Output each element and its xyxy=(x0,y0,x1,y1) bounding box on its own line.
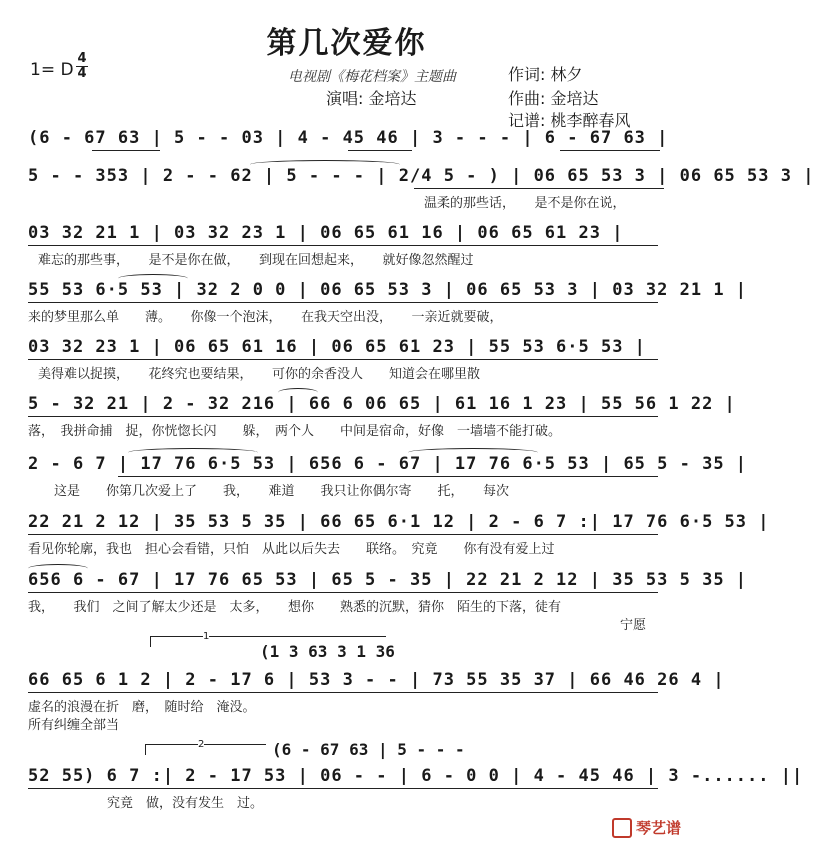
transcriber: 记谱: 桃李醉春风 xyxy=(508,111,631,130)
lyric-line-2: 所有纠缠全部当 xyxy=(28,718,120,733)
lyric-line: 我， 我们 之间了解太少还是 太多， 想你 熟悉的沉默，猜你 陌生的下落，徒有 xyxy=(28,600,562,615)
notation-line: 5 - 32 21 | 2 - 32 216 | 66 6 06 65 | 61 16 1 23 | 55 56 1 22 | xyxy=(28,394,736,414)
time-signature xyxy=(76,52,88,81)
watermark: 琴艺谱 xyxy=(612,817,681,839)
lyric-line: 落， 我拼命捕 捉，你恍惚长闪 躲， 两个人 中间是宿命，好像 一墙墙不能打破。 xyxy=(28,424,562,439)
notation-line: 2 - 6 7 | 17 76 6·5 53 | 656 6 - 67 | 17 76 6·5 53 | 65 5 - 35 | xyxy=(28,454,748,474)
meter-top: 4 xyxy=(77,51,87,66)
song-title: 第几次爱你 xyxy=(266,26,427,61)
lyric-continuation: 宁愿 xyxy=(620,618,647,633)
lyric-line: 虚名的浪漫在折 磨， 随时给 淹没。 xyxy=(28,700,256,715)
key-signature: 1= D xyxy=(30,60,74,80)
notation-line: 03 32 23 1 | 06 65 61 16 | 06 65 61 23 | 55 53 6·5 53 | xyxy=(28,337,646,357)
subtitle: 电视剧《梅花档案》主题曲 xyxy=(288,69,456,85)
lyric-line: 难忘的那些事， 是不是你在做， 到现在回想起来， 就好像忽然醒过 xyxy=(38,253,474,268)
lyric-line: 来的梦里那么单 薄。 你像一个泡沫， 在我天空出没， 一亲近就要破， xyxy=(28,310,503,325)
volta-1: 1 xyxy=(150,636,386,647)
notation-line: 55 53 6·5 53 | 32 2 0 0 | 06 65 53 3 | 06 65 53 3 | 03 32 21 1 | xyxy=(28,280,748,300)
notation-line: 52 55) 6 7 :| 2 - 17 53 | 06 - - | 6 - 0 0 | 4 - 45 46 | 3 -...... || xyxy=(28,766,804,786)
singer: 演唱: 金培达 xyxy=(326,89,417,108)
lyric-line: 这是 你第几次爱上了 我， 难道 我只让你偶尔寄 托， 每次 xyxy=(28,484,510,499)
notation-line: 656 6 - 67 | 17 76 65 53 | 65 5 - 35 | 22 21 2 12 | 35 53 5 35 | xyxy=(28,570,748,590)
phrase-upper-2: (6 - 67 63 | 5 - - - xyxy=(272,740,465,759)
composer: 作曲: 金培达 xyxy=(508,89,599,108)
logo-icon xyxy=(612,818,632,838)
notation-line: 03 32 21 1 | 03 32 23 1 | 06 65 61 16 | 06 65 61 23 | xyxy=(28,223,624,243)
phrase-upper: (1 3 63 3 1 36 xyxy=(260,642,395,661)
notation-line: (6 - 67 63 | 5 - - 03 | 4 - 45 46 | 3 - - - | 6 - 67 63 | xyxy=(28,128,669,148)
meter-bottom: 4 xyxy=(77,66,87,81)
notation-line: 5 - - 353 | 2 - - 62 | 5 - - - | 2/4 5 - ) | 06 65 53 3 | 06 65 53 3 | xyxy=(28,166,814,186)
lyric-line: 美得难以捉摸， 花终究也要结果， 可你的余香没人 知道会在哪里散 xyxy=(38,367,481,382)
notation-line: 22 21 2 12 | 35 53 5 35 | 66 65 6·1 12 | 2 - 6 7 :| 17 76 6·5 53 | xyxy=(28,512,770,532)
lyric-line: 看见你轮廓，我也 担心会看错，只怕 从此以后失去 联络。 究竟 你有没有爱上过 xyxy=(28,542,555,557)
lyric-line: 究竟 做，没有发生 过。 xyxy=(68,796,264,811)
volta-2: 2 xyxy=(145,744,266,755)
notation-line: 66 65 6 1 2 | 2 - 17 6 | 53 3 - - | 73 55 35 37 | 66 46 26 4 | xyxy=(28,670,725,690)
lyric-line: 温柔的那些话， 是不是你在说， xyxy=(424,196,626,211)
lyricist: 作词: 林夕 xyxy=(508,65,583,84)
